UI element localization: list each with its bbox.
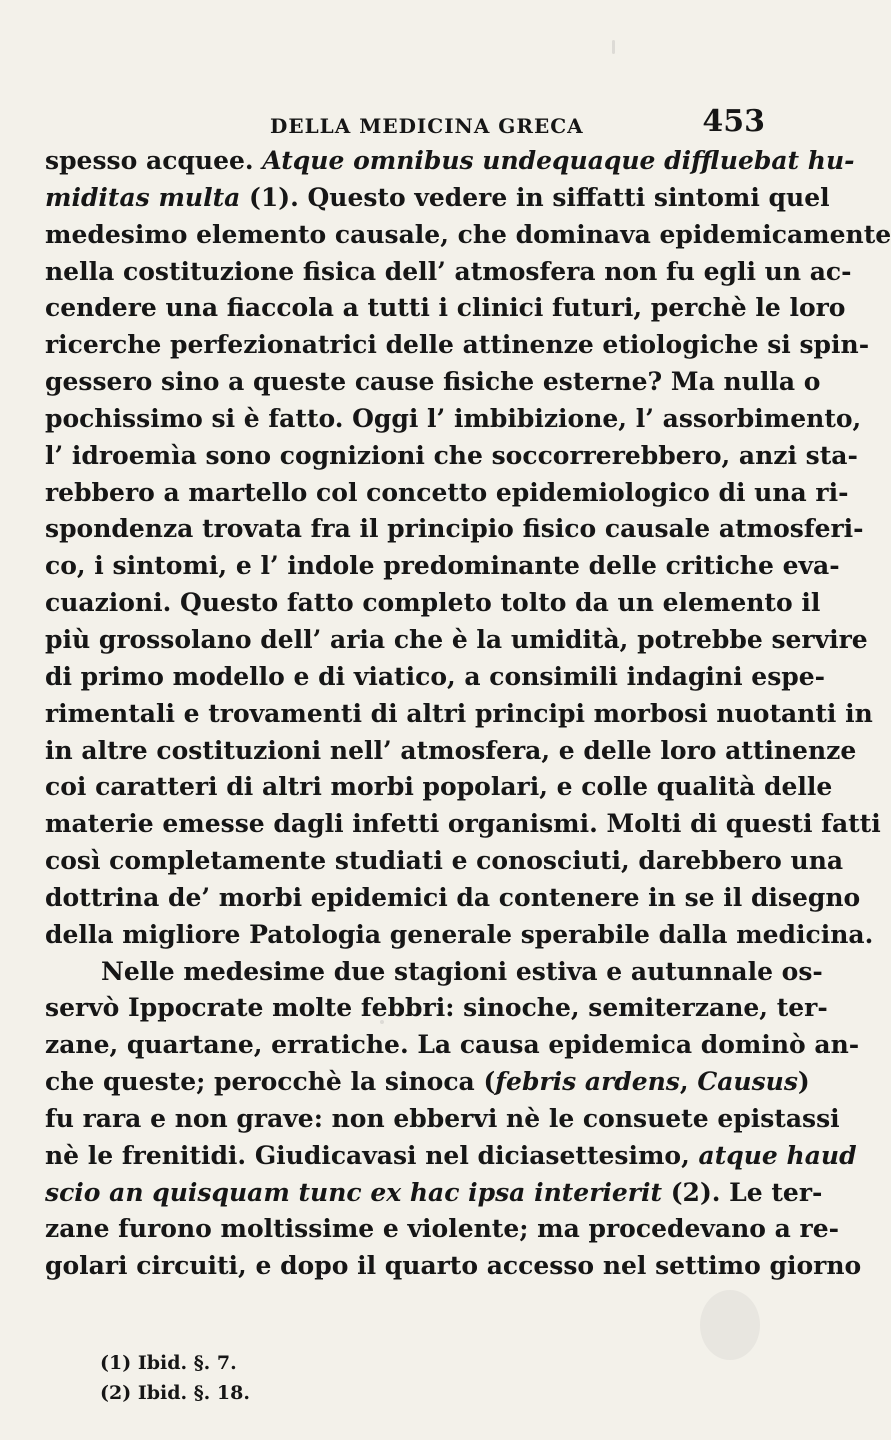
footnotes bbox=[100, 1348, 250, 1408]
text-run: così completamente studiati e conosciuti, darebbero una bbox=[45, 846, 844, 876]
italic-run: miditas multa bbox=[45, 182, 241, 212]
text-line bbox=[45, 585, 821, 622]
text-run: nella costituzione fisica dell’ atmosfera non fu egli un ac- bbox=[45, 256, 852, 286]
text-line bbox=[45, 880, 861, 917]
text-line bbox=[45, 1064, 810, 1101]
text-run: ricerche perfezionatrici delle attinenze etiologiche si spin- bbox=[45, 330, 870, 360]
text-line bbox=[45, 180, 830, 217]
text-line bbox=[45, 1101, 840, 1138]
text-run: (2). Le ter- bbox=[662, 1177, 823, 1207]
text-run: pochissimo si è fatto. Oggi l’ imbibizione, l’ assorbimento, bbox=[45, 403, 862, 433]
text-run: nè le frenitidi. Giudicavasi nel diciasettesimo, bbox=[45, 1140, 699, 1170]
page-number: 453 bbox=[702, 104, 765, 139]
text-line bbox=[45, 659, 826, 696]
text-run: rimentali e trovamenti di altri principi morbosi nuotanti in bbox=[45, 698, 873, 728]
text-line bbox=[45, 217, 891, 254]
italic-run: Causus bbox=[697, 1067, 798, 1097]
text-run: l’ idroemìa sono cognizioni che soccorrerebbero, anzi sta- bbox=[45, 440, 858, 470]
text-run: zane, quartane, erratiche. La causa epidemica dominò an- bbox=[45, 1030, 860, 1060]
text-line bbox=[45, 733, 857, 770]
text-line bbox=[45, 475, 849, 512]
text-run: gessero sino a queste cause fisiche esterne? Ma nulla o bbox=[45, 367, 821, 397]
text-line bbox=[45, 290, 846, 327]
text-run: fu rara e non grave: non ebbervi nè le consuete epistassi bbox=[45, 1103, 840, 1133]
text-run: di primo modello e di viatico, a consimili indagini espe- bbox=[45, 661, 826, 691]
text-run: servò Ippocrate molte febbri: sinoche, semiterzane, ter- bbox=[45, 993, 828, 1023]
text-run: medesimo elemento causale, che dominava epidemicamente bbox=[45, 219, 891, 249]
text-run: ) bbox=[797, 1067, 810, 1097]
text-run: golari circuiti, e dopo il quarto accesso nel settimo giorno bbox=[45, 1251, 862, 1281]
text-line bbox=[45, 1138, 857, 1175]
text-line bbox=[45, 438, 858, 475]
text-line bbox=[45, 696, 873, 733]
text-run: spondenza trovata fra il principio fisico causale atmosferi- bbox=[45, 514, 864, 544]
text-line bbox=[45, 254, 852, 291]
text-line bbox=[45, 1248, 862, 1285]
text-line bbox=[45, 1175, 823, 1212]
text-line bbox=[45, 769, 833, 806]
text-run: più grossolano dell’ aria che è la umidità, potrebbe servire bbox=[45, 624, 868, 654]
text-run: che queste; perocchè la sinoca ( bbox=[45, 1067, 496, 1097]
text-line bbox=[45, 990, 828, 1027]
text-line bbox=[45, 511, 864, 548]
italic-run: febris ardens bbox=[495, 1067, 680, 1097]
text-run: cuazioni. Questo fatto completo tolto da un elemento il bbox=[45, 588, 821, 618]
text-line bbox=[45, 327, 870, 364]
text-run: (1). Questo vedere in siffatti sintomi quel bbox=[240, 182, 830, 212]
footnote: (1) Ibid. §. 7. bbox=[100, 1352, 237, 1374]
text-line bbox=[45, 143, 855, 180]
italic-run: atque haud bbox=[698, 1140, 857, 1170]
text-line bbox=[45, 622, 868, 659]
text-run: della migliore Patologia generale sperabile dalla medicina. bbox=[45, 919, 874, 949]
text-line bbox=[45, 364, 821, 401]
italic-run: scio an quisquam tunc ex hac ipsa interierit bbox=[45, 1177, 663, 1207]
text-run: dottrina de’ morbi epidemici da contenere in se il disegno bbox=[45, 882, 861, 912]
text-line bbox=[45, 806, 881, 843]
text-run: , bbox=[679, 1067, 698, 1097]
text-run: co, i sintomi, e l’ indole predominante delle critiche eva- bbox=[45, 551, 840, 581]
text-line bbox=[45, 548, 840, 585]
text-run: rebbero a martello col concetto epidemiologico di una ri- bbox=[45, 477, 849, 507]
text-line bbox=[45, 1027, 860, 1064]
footnote: (2) Ibid. §. 18. bbox=[100, 1382, 250, 1404]
running-title: DELLA MEDICINA GRECA bbox=[270, 114, 584, 138]
text-run: Nelle medesime due stagioni estiva e autunnale os- bbox=[101, 956, 823, 986]
italic-run: Atque omnibus undequaque diffluebat hu- bbox=[262, 146, 855, 175]
text-run: materie emesse dagli infetti organismi. Molti di questi fatti bbox=[45, 809, 881, 839]
text-run: spesso acquee. bbox=[45, 146, 263, 175]
text-line bbox=[45, 843, 844, 880]
body-text bbox=[45, 143, 891, 1285]
text-line bbox=[45, 917, 874, 954]
page-header bbox=[40, 104, 765, 148]
text-line bbox=[45, 954, 823, 991]
text-line bbox=[45, 401, 862, 438]
text-run: zane furono moltissime e violente; ma procedevano a re- bbox=[45, 1214, 839, 1244]
text-run: cendere una fiaccola a tutti i clinici futuri, perchè le loro bbox=[45, 293, 846, 323]
text-line bbox=[45, 1211, 839, 1248]
text-run: in altre costituzioni nell’ atmosfera, e delle loro attinenze bbox=[45, 735, 857, 765]
text-run: coi caratteri di altri morbi popolari, e colle qualità delle bbox=[45, 772, 833, 802]
